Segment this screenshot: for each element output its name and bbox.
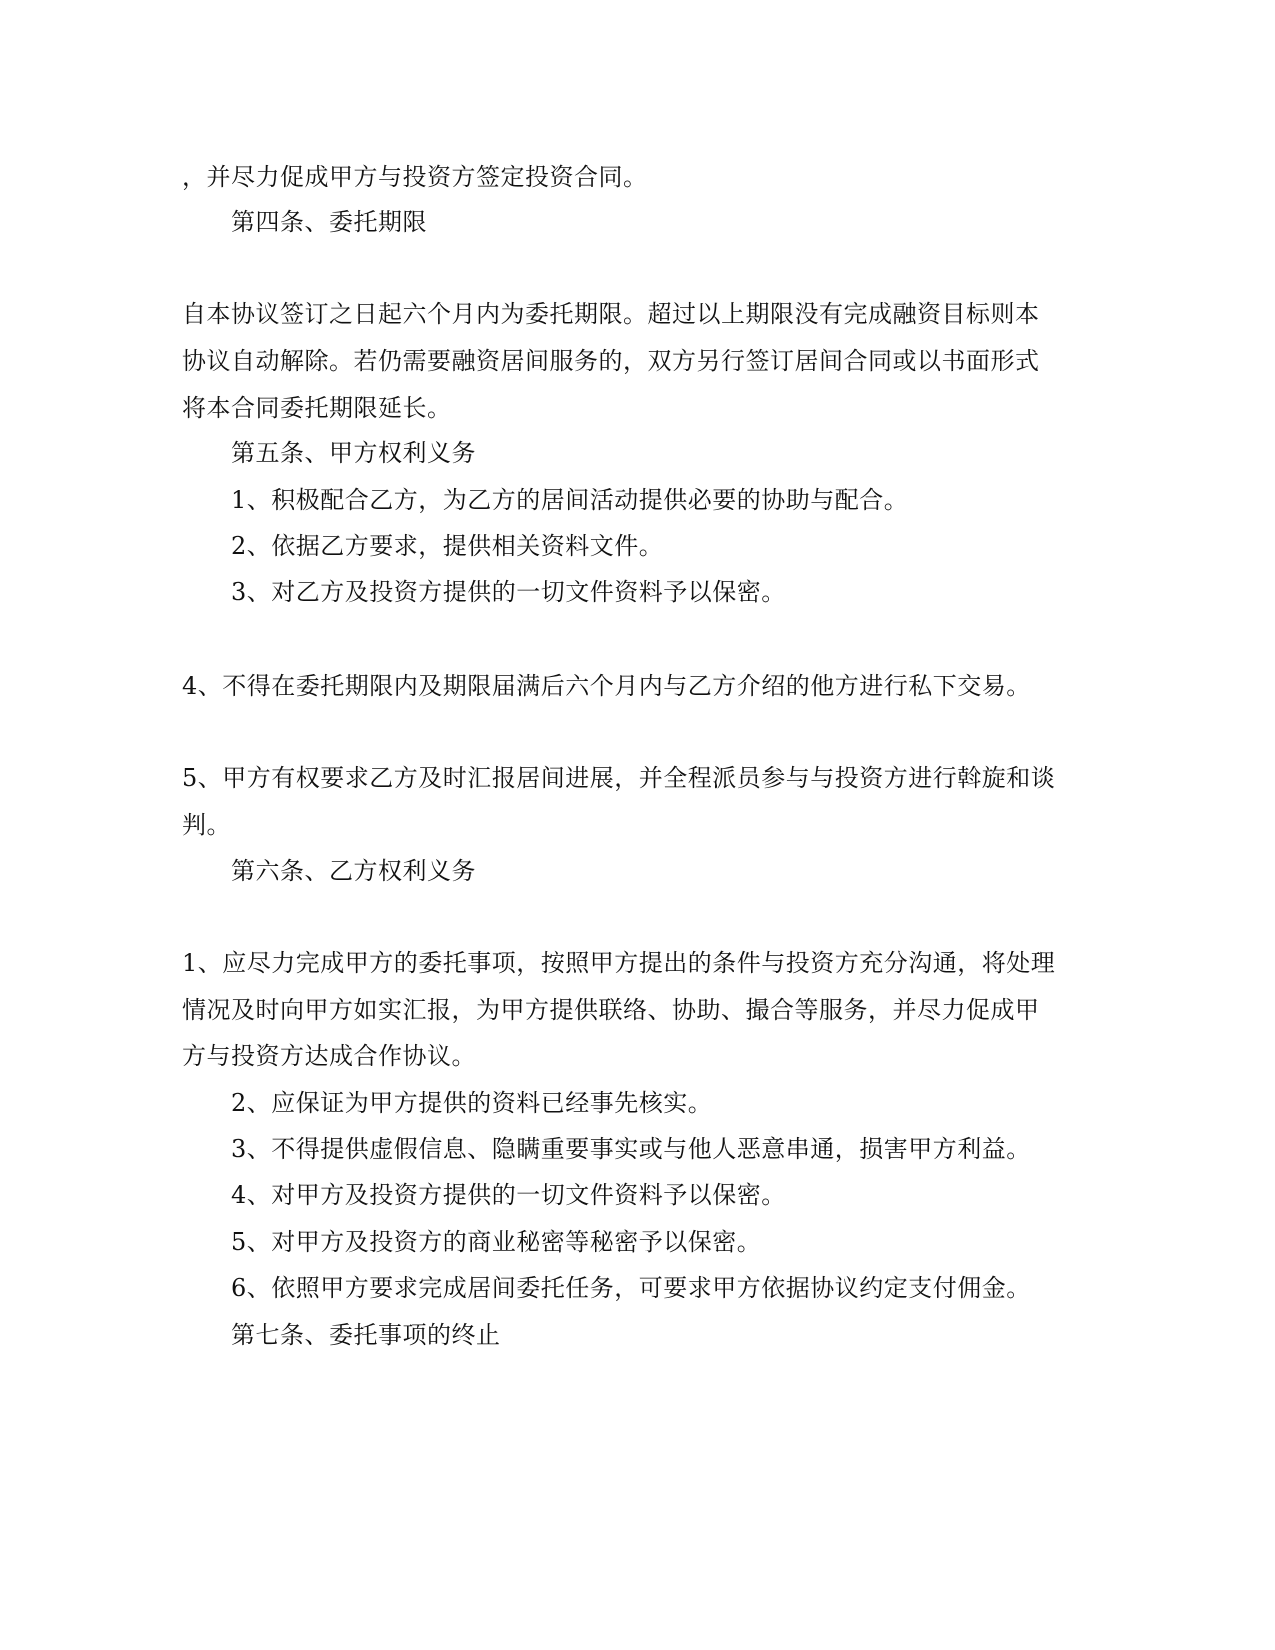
list-item: 3、不得提供虚假信息、隐瞒重要事实或与他人恶意串通，损害甲方利益。 bbox=[231, 1135, 1031, 1163]
list-item: 1、积极配合乙方，为乙方的居间活动提供必要的协助与配合。 bbox=[231, 486, 909, 514]
text-line: 将本合同委托期限延长。 bbox=[182, 394, 452, 422]
text-line: ，并尽力促成甲方与投资方签定投资合同。 bbox=[182, 163, 648, 191]
list-item: 2、应保证为甲方提供的资料已经事先核实。 bbox=[231, 1089, 713, 1117]
list-item: 4、不得在委托期限内及期限届满后六个月内与乙方介绍的他方进行私下交易。 bbox=[182, 672, 1031, 700]
list-item: 5、甲方有权要求乙方及时汇报居间进展，并全程派员参与与投资方进行斡旋和谈 bbox=[182, 764, 1056, 792]
text-line: 协议自动解除。若仍需要融资居间服务的，双方另行签订居间合同或以书面形式 bbox=[182, 347, 1040, 375]
text-line: 情况及时向甲方如实汇报，为甲方提供联络、协助、撮合等服务，并尽力促成甲 bbox=[182, 996, 1040, 1024]
text-line: 判。 bbox=[182, 811, 231, 839]
list-item: 5、对甲方及投资方的商业秘密等秘密予以保密。 bbox=[231, 1228, 762, 1256]
section-heading-article-5: 第五条、甲方权利义务 bbox=[231, 439, 476, 467]
list-item: 6、依照甲方要求完成居间委托任务，可要求甲方依据协议约定支付佣金。 bbox=[231, 1274, 1031, 1302]
section-heading-article-6: 第六条、乙方权利义务 bbox=[231, 857, 476, 885]
list-item: 2、依据乙方要求，提供相关资料文件。 bbox=[231, 532, 664, 560]
list-item: 3、对乙方及投资方提供的一切文件资料予以保密。 bbox=[231, 578, 786, 606]
list-item: 1、应尽力完成甲方的委托事项，按照甲方提出的条件与投资方充分沟通，将处理 bbox=[182, 949, 1056, 977]
section-heading-article-4: 第四条、委托期限 bbox=[231, 208, 427, 236]
text-line: 方与投资方达成合作协议。 bbox=[182, 1042, 476, 1070]
list-item: 4、对甲方及投资方提供的一切文件资料予以保密。 bbox=[231, 1181, 786, 1209]
section-heading-article-7: 第七条、委托事项的终止 bbox=[231, 1321, 501, 1349]
text-line: 自本协议签订之日起六个月内为委托期限。超过以上期限没有完成融资目标则本 bbox=[182, 300, 1040, 328]
